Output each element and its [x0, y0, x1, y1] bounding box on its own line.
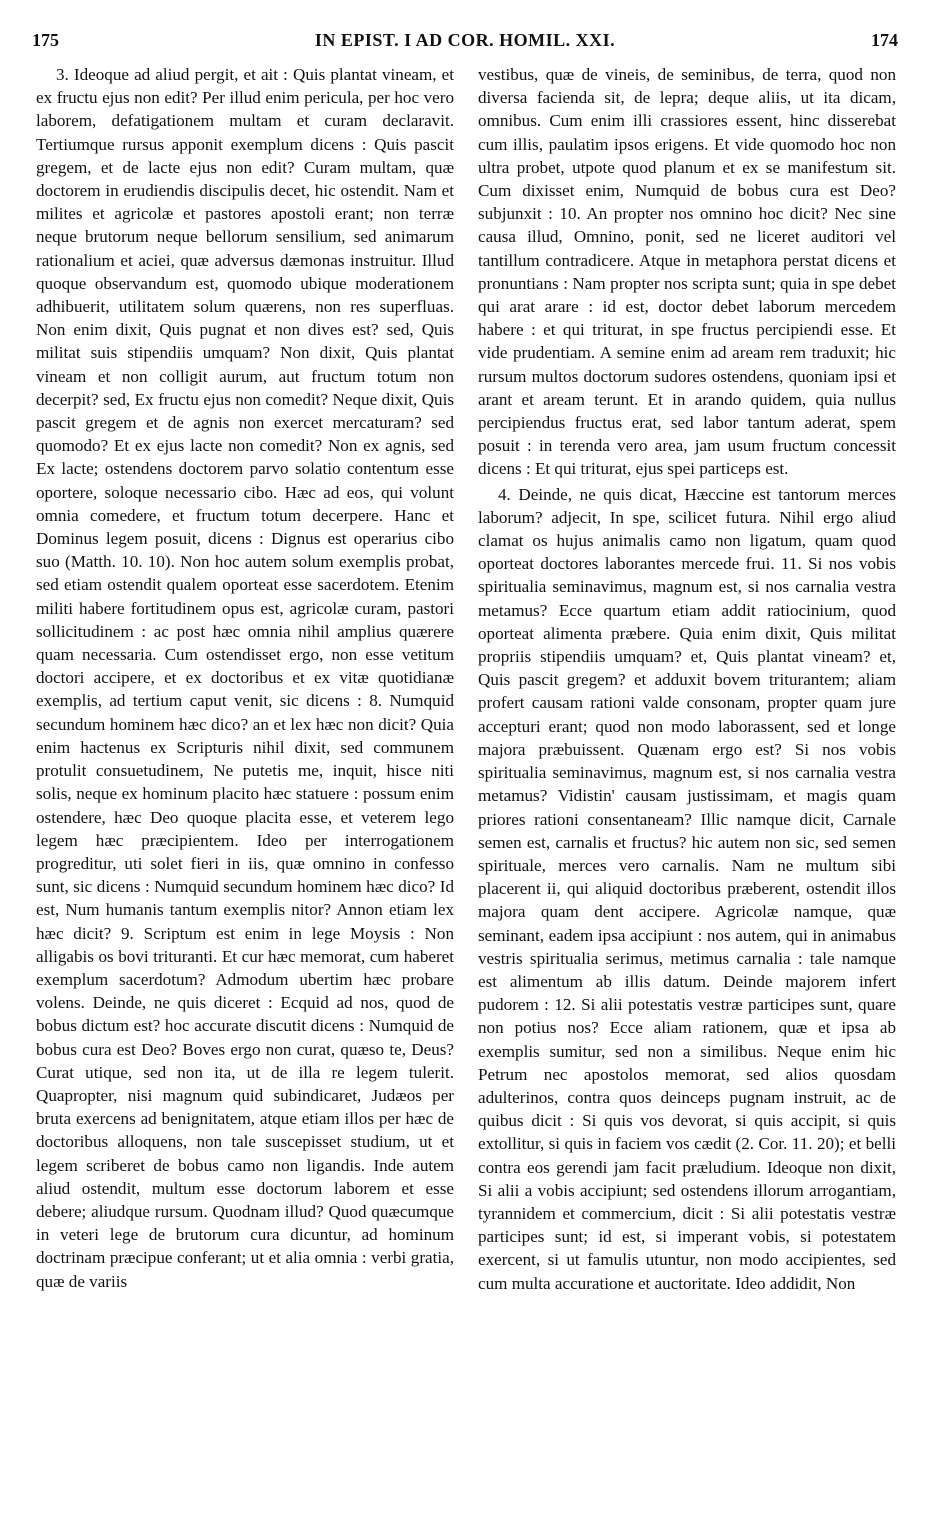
paragraph: 4. Deinde, ne quis dicat, Hæccine est tantorum merces laborum? adjecit, In spe, scilicet futura. Nihil ergo aliud clamat os hujus animalis camo non ligatum, quam quod oporteat doctores laborantes mercede frui. 11. Si nos vobis spiritualia seminavimus, magnum est, si nos carnalia vestra metamus? Ecce quartum etiam addit ratiocinium, quod oporteat alimenta præbere. Quia enim dixit, Quis militat propriis stipendiis umquam? et, Quis plantat vineam? et, Quis pascit gregem? et adduxit bovem triturantem; aliam profert causam rationi valde consonam, propter quam jure accepturi erant; quod non modo laborassent, sed et longe majora præbuissent. Quænam ergo est? Si nos vobis spiritualia seminavimus, magnum est, si nos carnalia vestra metamus? Vidistin' causam justissimam, et magis quam priores rationi consentaneam? Illic namque dicit, Carnale semen est, carnalis et fructus? hic autem non sic, sed semen spirituale, merces vero carnalis. Nam ne multum sibi placerent ii, qui aliquid doctoribus præberent, ostendit illos majora quam dent accipere. Agricolæ namque, quæ seminant, eadem ipsa accipiunt : nos autem, qui in animabus vestris spiritualia serimus, metimus carnalia : tale namque est alimentum ab illis datum. Deinde majorem infert pudorem : 12. Si alii potestatis vestræ participes sunt, quare non potius nos? Ecce aliam rationem, quæ et ipsa ab exemplis sumitur, sed non a similibus. Neque enim hic Petrum nec apostolos memorat, sed alios quosdam adulterinos, contra quos deinceps pugnam instruit, ac de quibus dicit : Si quis vos devorat, si quis accipit, si quis extollitur, si quis in faciem vos cædit (2. Cor. 11. 20); et belli contra eos gerendi jam facit præludium. Ideoque non dixit, Si alii a vobis accipiunt; sed ostendens illorum arrogantiam, tyrannidem et commercium, dicit : Si alii potestatis vestræ participes sunt; id est, si imperant vobis, si potestatem exercent, si ut famulis utuntur, non modo accipientes, sed cum multa accuratione et auctoritate. Ideo addidit, Non	[478, 484, 896, 1293]
running-header	[30, 30, 900, 60]
paragraph: vestibus, quæ de vineis, de seminibus, de terra, quod non diversa facienda sit, de lepra; deque aliis, ut ita dicam, omnibus. Cum enim illi crassiores essent, hinc disserebat cum illis, paulatim ipsos erigens. Et vide quomodo hoc non ultra probet, utpote quod planum et ex se manifestum sit. Cum dixisset enim, Numquid de bobus cura est Deo? subjunxit : 10. An propter nos omnino hoc dicit? Nec sine causa illud, Omnino, ponit, sed ne liceret auditori vel tantillum contradicere. Atque in metaphora perstat dicens et pronuntians : Nam propter nos scripta sunt; quia in spe debet qui arat arare : id est, doctor debet laborum mercedem habere : et qui triturat, in spe fructus percipiendi esse. Et vide prudentiam. A semine enim ad aream rem traduxit; hic rursum multos doctorum sudores ostendens, quoniam ipsi et arant et aream terunt. Et in arando quidem, quia nullus percipiendus fructus erat, sed labor tantum aderat, spem posuit : in terenda vero area, jam usum fructum concessit dicens : Et qui triturat, ejus spei particeps est.	[478, 65, 896, 479]
page-number-left: 175	[32, 30, 59, 50]
page-number-right: 174	[871, 30, 898, 50]
right-column	[478, 63, 896, 1295]
left-column	[36, 63, 454, 1293]
paragraph: 3. Ideoque ad aliud pergit, et ait : Quis plantat vineam, et ex fructu ejus non edit? Per illud enim pericula, per hoc vero laborem, defatigationem multam et curam declaravit. Tertiumque rursus apponit exemplum dicens : Quis pascit gregem, et de lacte ejus non edit? Curam multam, quæ doctorem in erudiendis discipulis decet, hic ostendit. Nam et milites et agricolæ et pastores apostoli erant; non terræ neque brutorum neque bellorum sensilium, sed animarum rationalium et aciei, quæ adversus dæmonas instruitur. Illud quoque observandum est, quomodo ubique moderationem adhibuerit, utilitatem solum quærens, non res superfluas. Non enim dixit, Quis pugnat et non dives est? sed, Quis militat suis stipendiis umquam? Non dixit, Quis plantat vineam et non colligit aurum, aut fructum totum non decerpit? sed, Ex fructu ejus non comedit? Neque dixit, Quis pascit gregem et de agnis non exercet mercaturam? sed quomodo? Et ex ejus lacte non comedit? Non ex agnis, sed Ex lacte; ostendens doctorem parvo solatio contentum esse oportere, soloque necessario cibo. Hæc ad eos, qui volunt omnia comedere, et fructum totum decerpere. Hanc et Dominus legem posuit, dicens : Dignus est operarius cibo suo (Matth. 10. 10). Non hoc autem solum exemplis probat, sed etiam ostendit qualem oporteat esse sacerdotem. Etenim militi habere fortitudinem opus est, agricolæ curam, pastori sollicitudinem : ac post hæc omnia nihil amplius quærere quam necessaria. Cum ostendisset ergo, non esse vetitum doctori accipere, et ex doctoribus et ex vitæ quotidianæ exemplis, ad tertium caput venit, sic dicens : 8. Numquid secundum hominem hæc dico? an et lex hæc non dicit? Quia enim hactenus ex Scripturis nihil dixit, sed communem protulit consuetudinem, Ne putetis me, inquit, hisce niti solis, neque ex hominum placito hæc statuere : possum enim ostendere, hæc Deo quoque placita esse, et veterem lego legem hæc præcipientem. Ideo per interrogationem progreditur, uti solet fieri in iis, quæ omnino in confesso sunt, sic dicens : Numquid secundum hominem hæc dico? Id est, Num humanis tantum exemplis nitor? Annon etiam lex hæc dicit? 9. Scriptum est enim in lege Moysis : Non alligabis os bovi trituranti. Et cur hæc memorat, cum haberet exemplum sacerdotum? Admodum ubertim hæc probare volens. Deinde, ne quis diceret : Ecquid ad nos, quod de bobus dictum est? hoc accurate discutit dicens : Numquid de bobus cura est Deo? Boves ergo non curat, quæso te, Deus? Curat utique, sed non ita, ut de illa re legem tulerit. Quapropter, nisi magnum quid subindicaret, Judæos per bruta exercens ad benignitatem, atque etiam illos per hæc de doctoribus alloquens, non tale suscepisset studium, ut et legem scriberet de bobus camo non ligandis. Inde autem aliud ostendit, multum esse doctorum laborem et esse debere; aliudque rursum. Quodnam illud? Quod quæcumque in veteri lege de brutorum cura dicuntur, ad hominum doctrinam præcipue conferant; ut et alia omnia : verbi gratia, quæ de variis	[36, 65, 454, 1291]
running-title: IN EPIST. I AD COR. HOMIL. XXI.	[314, 30, 616, 50]
